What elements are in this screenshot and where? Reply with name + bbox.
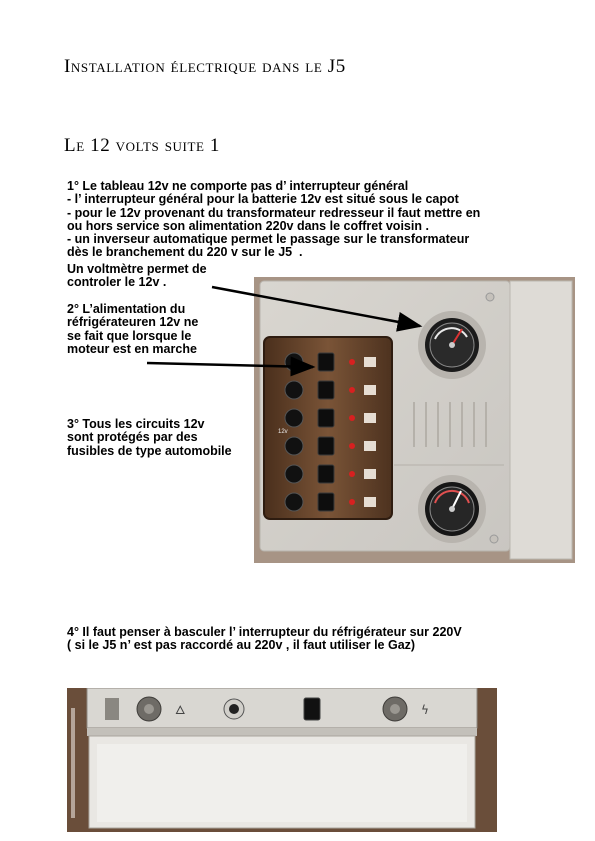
flame-icon: 🜂	[175, 703, 186, 717]
gas-knob	[137, 697, 161, 721]
fridge-controls-photo	[67, 688, 497, 832]
paragraph-fuses: 3° Tous les circuits 12v sont protégés par des fusibles de type automobile	[67, 417, 232, 458]
brand-logo	[105, 698, 119, 720]
switch-panel	[264, 337, 392, 519]
lightning-icon: ϟ	[421, 703, 429, 717]
page-title: Installation électrique dans le J5	[64, 56, 346, 77]
energy-selector-switch	[304, 698, 320, 720]
section-title: Le 12 volts suite 1	[64, 135, 220, 156]
paragraph-fridge-12v: 2° L’alimentation du réfrigérateuren 12v ne se fait que lorsque le moteur est en marche	[67, 302, 199, 356]
thermostat-knob	[383, 697, 407, 721]
control-panel-photo	[254, 277, 575, 563]
cable	[71, 708, 75, 818]
paragraph-general-switch: 1° Le tableau 12v ne comporte pas d’ interrupteur général - l’ interrupteur général pour la batterie 12v est situé sous le capot - pour le 12v provenant du transformateur redresseur il faut mettre en ou hors service son alimentation 220v dans le coffret voisin . - un inverseur automatique permet le passage sur le transformateur dès le branchement du 220 v sur le J5 .	[67, 179, 481, 260]
paragraph-fridge-220v: 4° Il faut penser à basculer l’ interrupteur du réfrigérateur sur 220V ( si le J5 n’ est pas raccordé au 220v , il faut utiliser le Gaz)	[67, 625, 462, 653]
paragraph-voltmeter: Un voltmètre permet de controler le 12v .	[67, 262, 207, 290]
panel-label: 12v	[278, 429, 288, 435]
voltmeter-gauge	[418, 311, 486, 379]
second-gauge	[418, 475, 486, 543]
igniter-button	[224, 699, 244, 719]
